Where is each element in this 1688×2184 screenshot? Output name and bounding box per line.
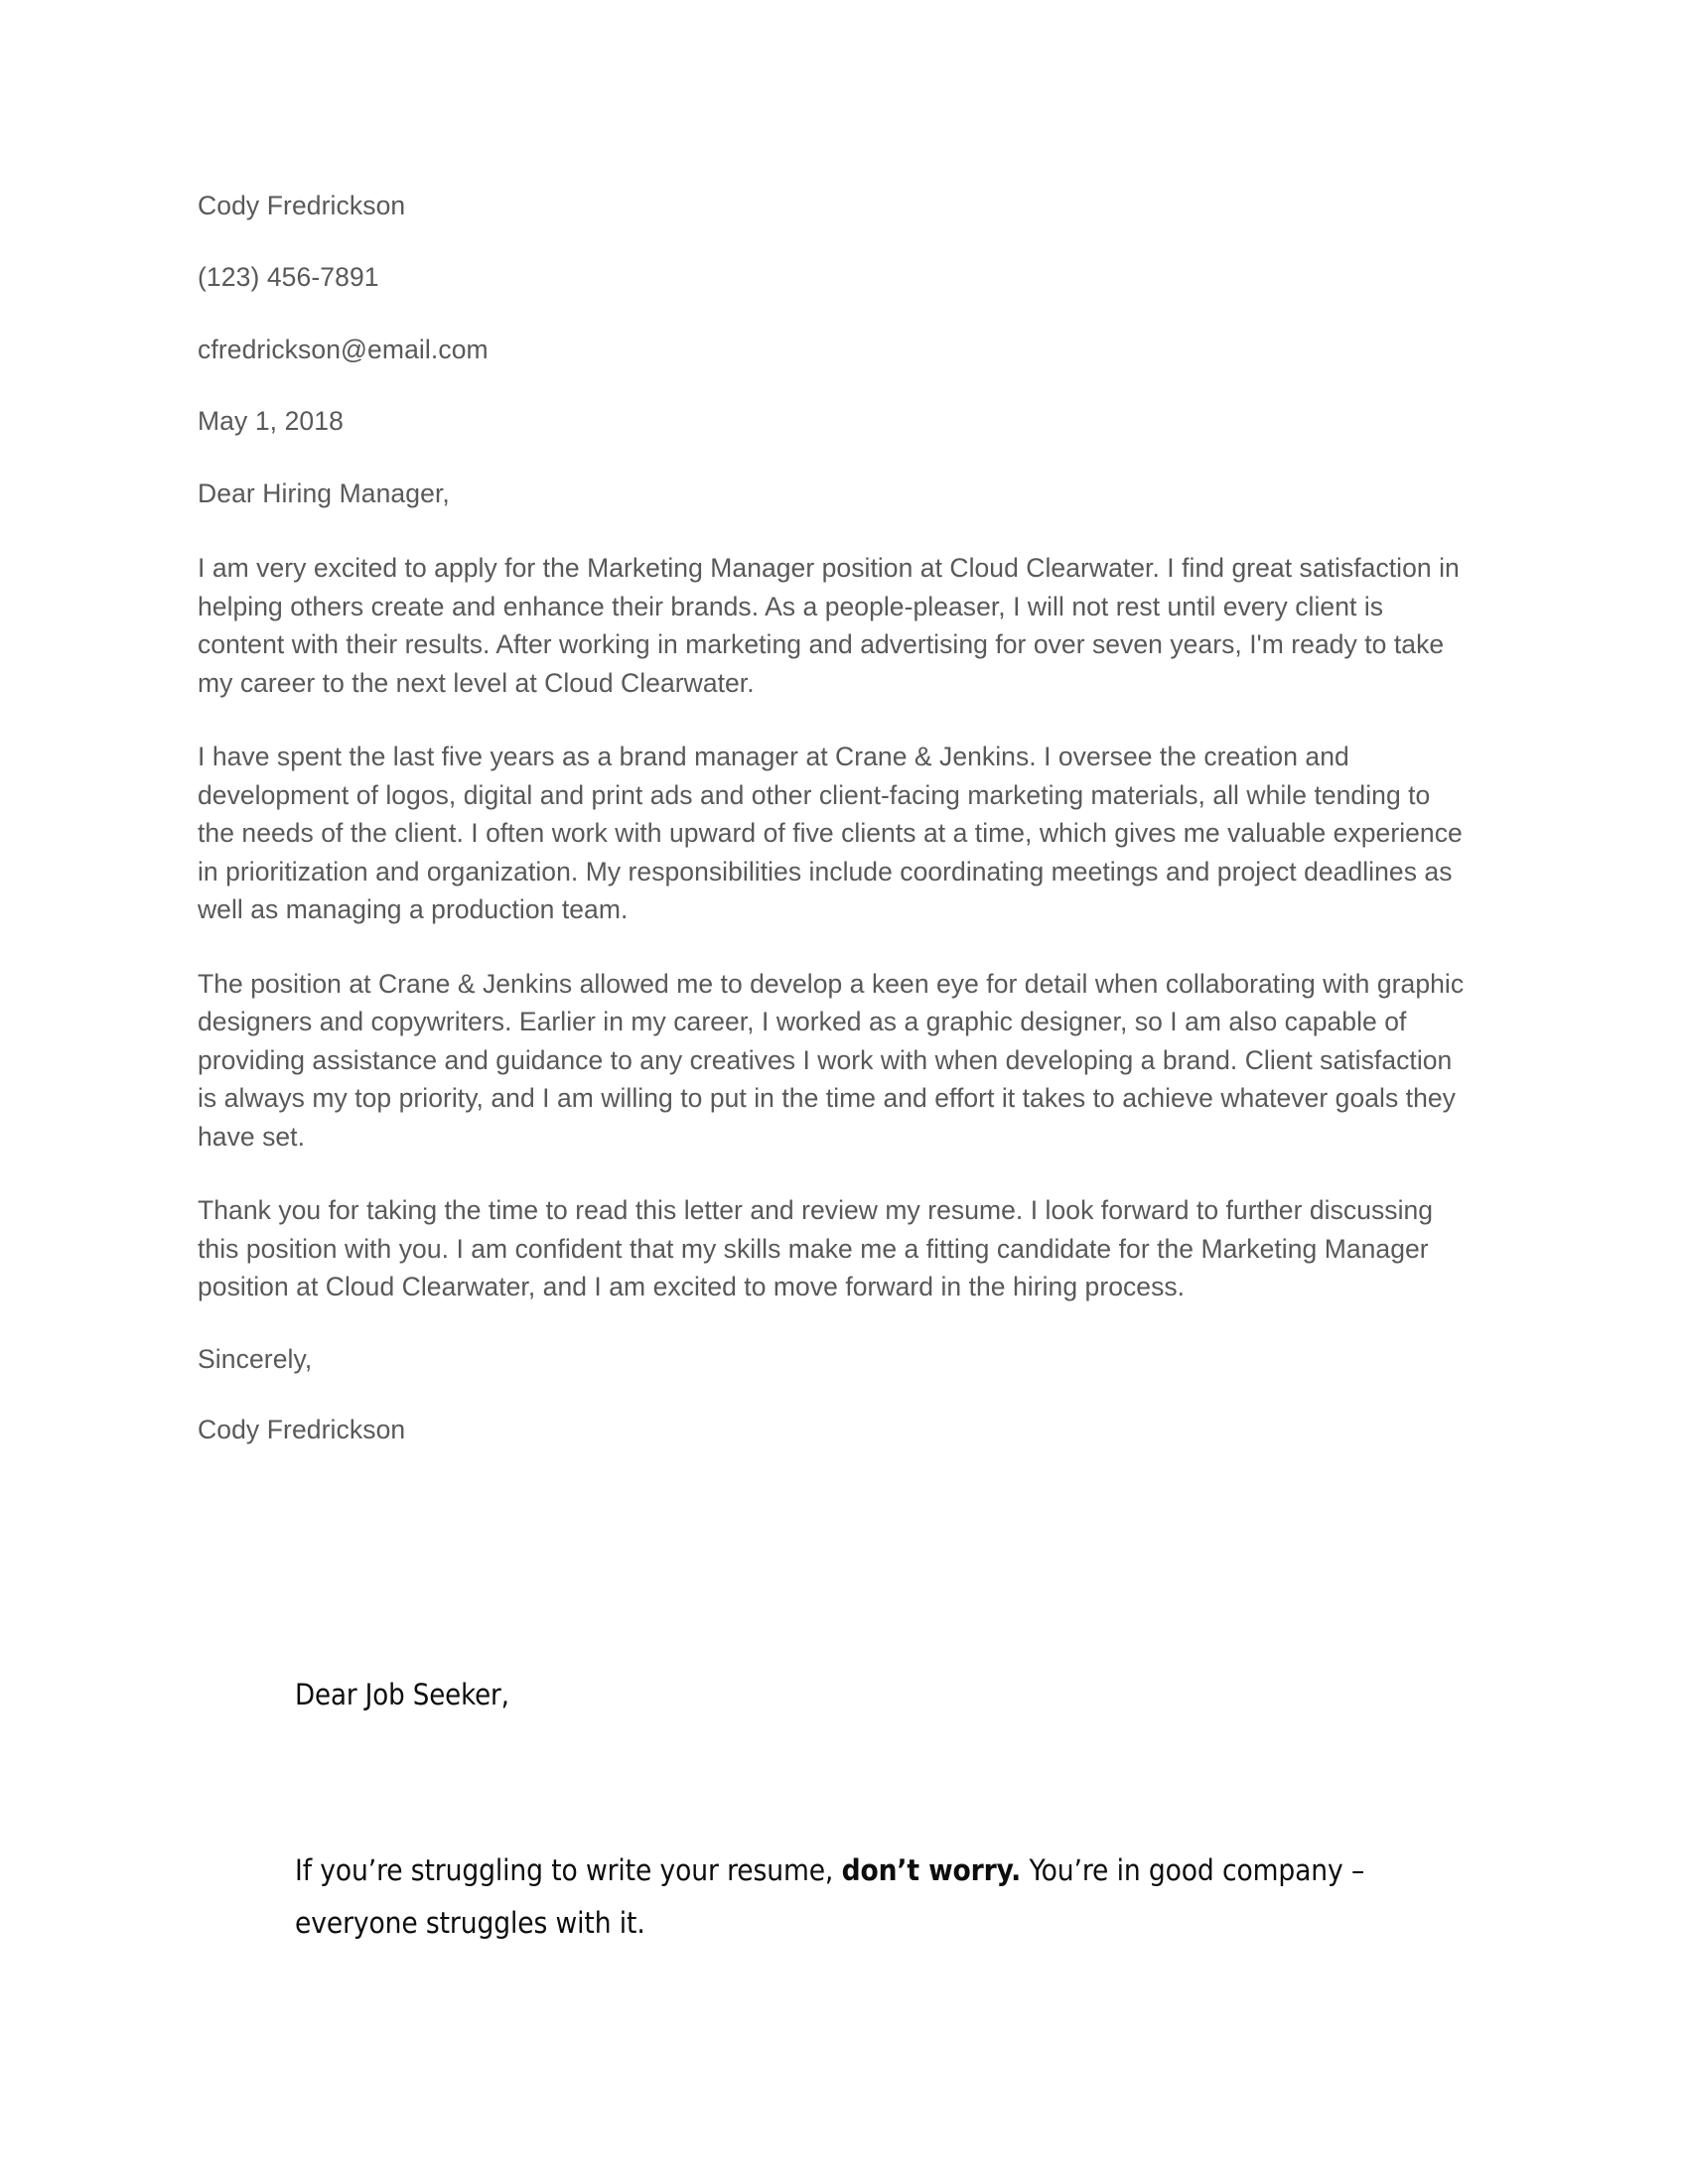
promo-text-tail: You’re in good company – everyone struggles with it. xyxy=(295,1853,1365,1941)
sender-email: cfredrickson@email.com xyxy=(198,334,489,364)
sender-name: Cody Fredrickson xyxy=(198,191,406,220)
letter-paragraph-1: I am very excited to apply for the Marketing Manager position at Cloud Clearwater. I find great satisfaction in helping others create and enhance their brands. As a people-pleaser, I will not rest until every client is content with their results. After working in marketing and advertising for over seven years, I'm ready to take my career to the next level at Cloud Clearwater. xyxy=(198,553,1460,698)
cover-letter-body xyxy=(198,189,1478,1447)
promo-section xyxy=(295,1676,1417,1950)
promo-text-emphasis: don’t worry. xyxy=(841,1853,1022,1888)
letter-salutation: Dear Hiring Manager, xyxy=(198,478,450,508)
sender-phone: (123) 456-7891 xyxy=(198,262,379,293)
letter-closing: Sincerely, xyxy=(198,1343,313,1374)
letter-signature: Cody Fredrickson xyxy=(198,1415,406,1445)
letter-paragraph-4: Thank you for taking the time to read this letter and review my resume. I look forward to further discussing this position with you. I am confident that my skills make me a fitting candidate for the Marketing Manager position at Cloud Clearwater, and I am excited to move forward in the hiring process. xyxy=(198,1195,1434,1302)
promo-text-lead: If you’re struggling to write your resume, xyxy=(295,1853,842,1888)
letter-paragraph-3: The position at Crane & Jenkins allowed me to develop a keen eye for detail when collaborating with graphic designers and copywriters. Earlier in my career, I worked as a graphic designer, so I am also capable of providing assistance and guidance to any creatives I work with when developing a brand. Client satisfaction is always my top priority, and I am willing to put in the time and effort it takes to achieve whatever goals they have set. xyxy=(198,968,1465,1152)
letter-paragraph-2: I have spent the last five years as a brand manager at Crane & Jenkins. I oversee the creation and development of logos, digital and print ads and other client-facing marketing materials, all while tending to the needs of the client. I often work with upward of five clients at a time, which gives me valuable experience in prioritization and organization. My responsibilities include coordinating meetings and project deadlines as well as managing a production team. xyxy=(198,742,1463,925)
promo-greeting: Dear Job Seeker, xyxy=(295,1678,509,1711)
letter-date: May 1, 2018 xyxy=(198,406,344,437)
promo-paragraph xyxy=(295,1844,1402,1950)
